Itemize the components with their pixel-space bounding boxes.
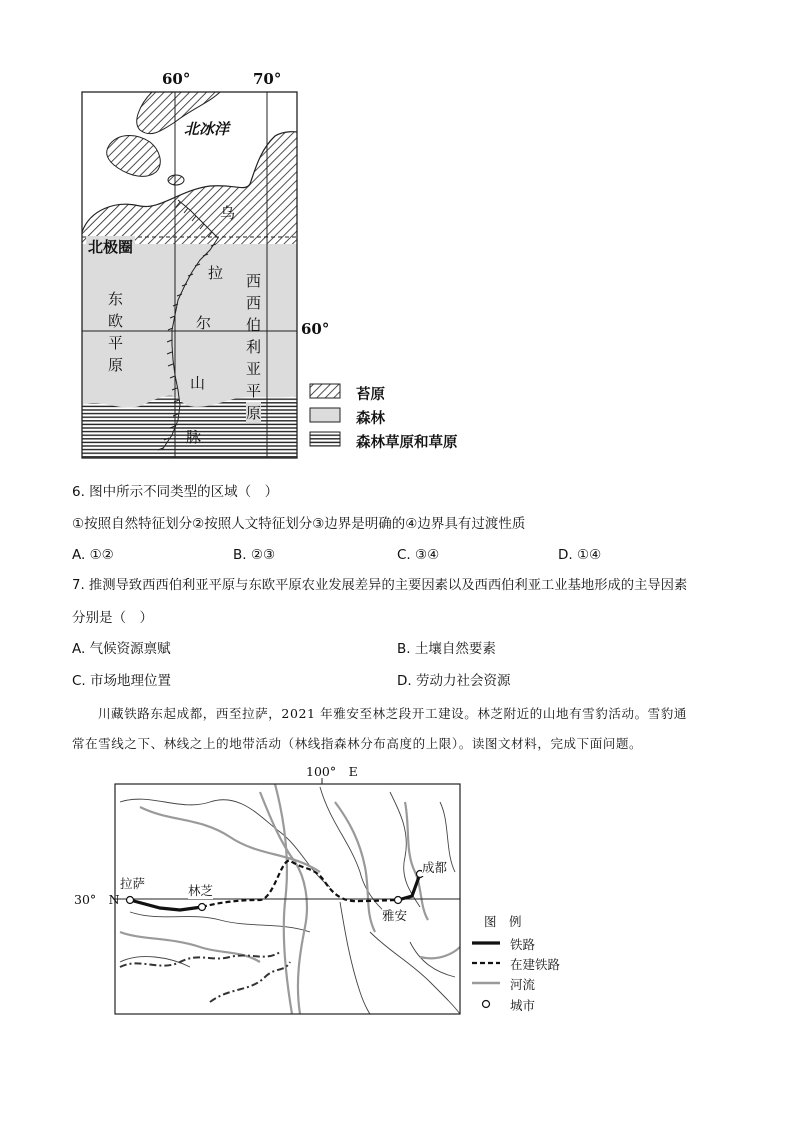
west-siberia-label-6: 平 <box>246 382 262 400</box>
west-siberia-label-7: 原 <box>246 404 262 422</box>
legend-city-symbol <box>483 1001 490 1008</box>
ural-label-1: 乌 <box>220 204 236 222</box>
legend-swatch-forest <box>310 408 340 422</box>
question-7-option-d[interactable]: D. 劳动力社会资源 <box>397 673 511 689</box>
legend-label-forest: 森林 <box>356 411 385 427</box>
legend-label-construction: 在建铁路 <box>510 957 561 972</box>
ural-label-5: 脉 <box>186 428 202 446</box>
question-7-option-b[interactable]: B. 土壤自然要素 <box>397 641 496 657</box>
question-6-option-d[interactable]: D. ①④ <box>558 547 602 563</box>
city-nyingchi-label: 林芝 <box>188 883 214 898</box>
west-siberia-label-4: 利 <box>246 338 262 356</box>
ural-label-4: 山 <box>190 374 206 392</box>
arctic-ocean-label: 北冰洋 <box>184 120 230 138</box>
city-nyingchi-marker <box>199 904 206 911</box>
latitude-60-label: 60° <box>301 320 330 338</box>
legend-label-city: 城市 <box>510 998 536 1013</box>
question-7-stem-line2: 分别是（ ） <box>72 610 153 626</box>
question-7-option-c[interactable]: C. 市场地理位置 <box>72 673 172 689</box>
city-lhasa-label: 拉萨 <box>120 876 146 891</box>
ural-label-3: 尔 <box>196 314 212 332</box>
west-siberia-label-3: 伯 <box>246 316 262 334</box>
railway-map-svg <box>60 762 580 1024</box>
question-6-stem: 6. 图中所示不同类型的区域（ ） <box>72 484 279 500</box>
question-6-statements: ①按照自然特征划分②按照人文特征划分③边界是明确的④边界具有过渡性质 <box>72 516 526 532</box>
arctic-circle-label: 北极圈 <box>88 238 134 256</box>
longitude-60-label: 60° <box>162 70 191 88</box>
legend-title: 图 例 <box>484 914 522 929</box>
question-6-option-a[interactable]: A. ①② <box>72 547 114 563</box>
city-lhasa-marker <box>127 897 134 904</box>
ural-map-svg <box>60 60 520 480</box>
city-yaan-label: 雅安 <box>382 908 408 923</box>
city-yaan-marker <box>395 897 402 904</box>
sichuan-tibet-railway-map <box>60 762 580 1024</box>
east-europe-label-1: 东 <box>108 290 124 308</box>
question-6-option-b[interactable]: B. ②③ <box>233 547 276 563</box>
city-chengdu-label: 成都 <box>422 860 448 875</box>
question-7-stem-line1: 7. 推测导致西西伯利亚平原与东欧平原农业发展差异的主要因素以及西西伯利亚工业基地形成的主导因素 <box>72 578 688 593</box>
passage-line1: 川藏铁路东起成都，西至拉萨，2021 年雅安至林芝段开工建设。林芝附近的山地有雪豹活动。雪豹通 <box>98 706 687 721</box>
east-europe-label-3: 平 <box>108 334 124 352</box>
legend-label-railway: 铁路 <box>510 937 536 952</box>
west-siberia-label-5: 亚 <box>246 360 262 378</box>
east-europe-label-4: 原 <box>108 356 124 374</box>
legend-swatch-tundra <box>310 384 340 398</box>
ural-label-2: 拉 <box>208 264 224 282</box>
longitude-70-label: 70° <box>253 70 282 88</box>
latitude-30n-label: 30° N <box>74 892 120 907</box>
question-6-option-c[interactable]: C. ③④ <box>397 547 440 563</box>
legend-label-tundra: 苔原 <box>356 387 385 403</box>
ural-region-map <box>60 60 520 480</box>
legend-swatch-steppe <box>310 432 340 446</box>
question-7-option-a[interactable]: A. 气候资源禀赋 <box>72 641 171 657</box>
passage-line2: 常在雪线之下、林线之上的地带活动（林线指森林分布高度的上限）。读图文材料，完成下面问题。 <box>72 736 643 751</box>
legend-label-steppe: 森林草原和草原 <box>356 435 458 451</box>
legend-label-river: 河流 <box>510 977 536 992</box>
longitude-100e-label: 100° E <box>306 764 358 779</box>
west-siberia-label-1: 西 <box>246 272 262 290</box>
west-siberia-label-2: 西 <box>246 294 262 312</box>
east-europe-label-2: 欧 <box>108 312 124 330</box>
